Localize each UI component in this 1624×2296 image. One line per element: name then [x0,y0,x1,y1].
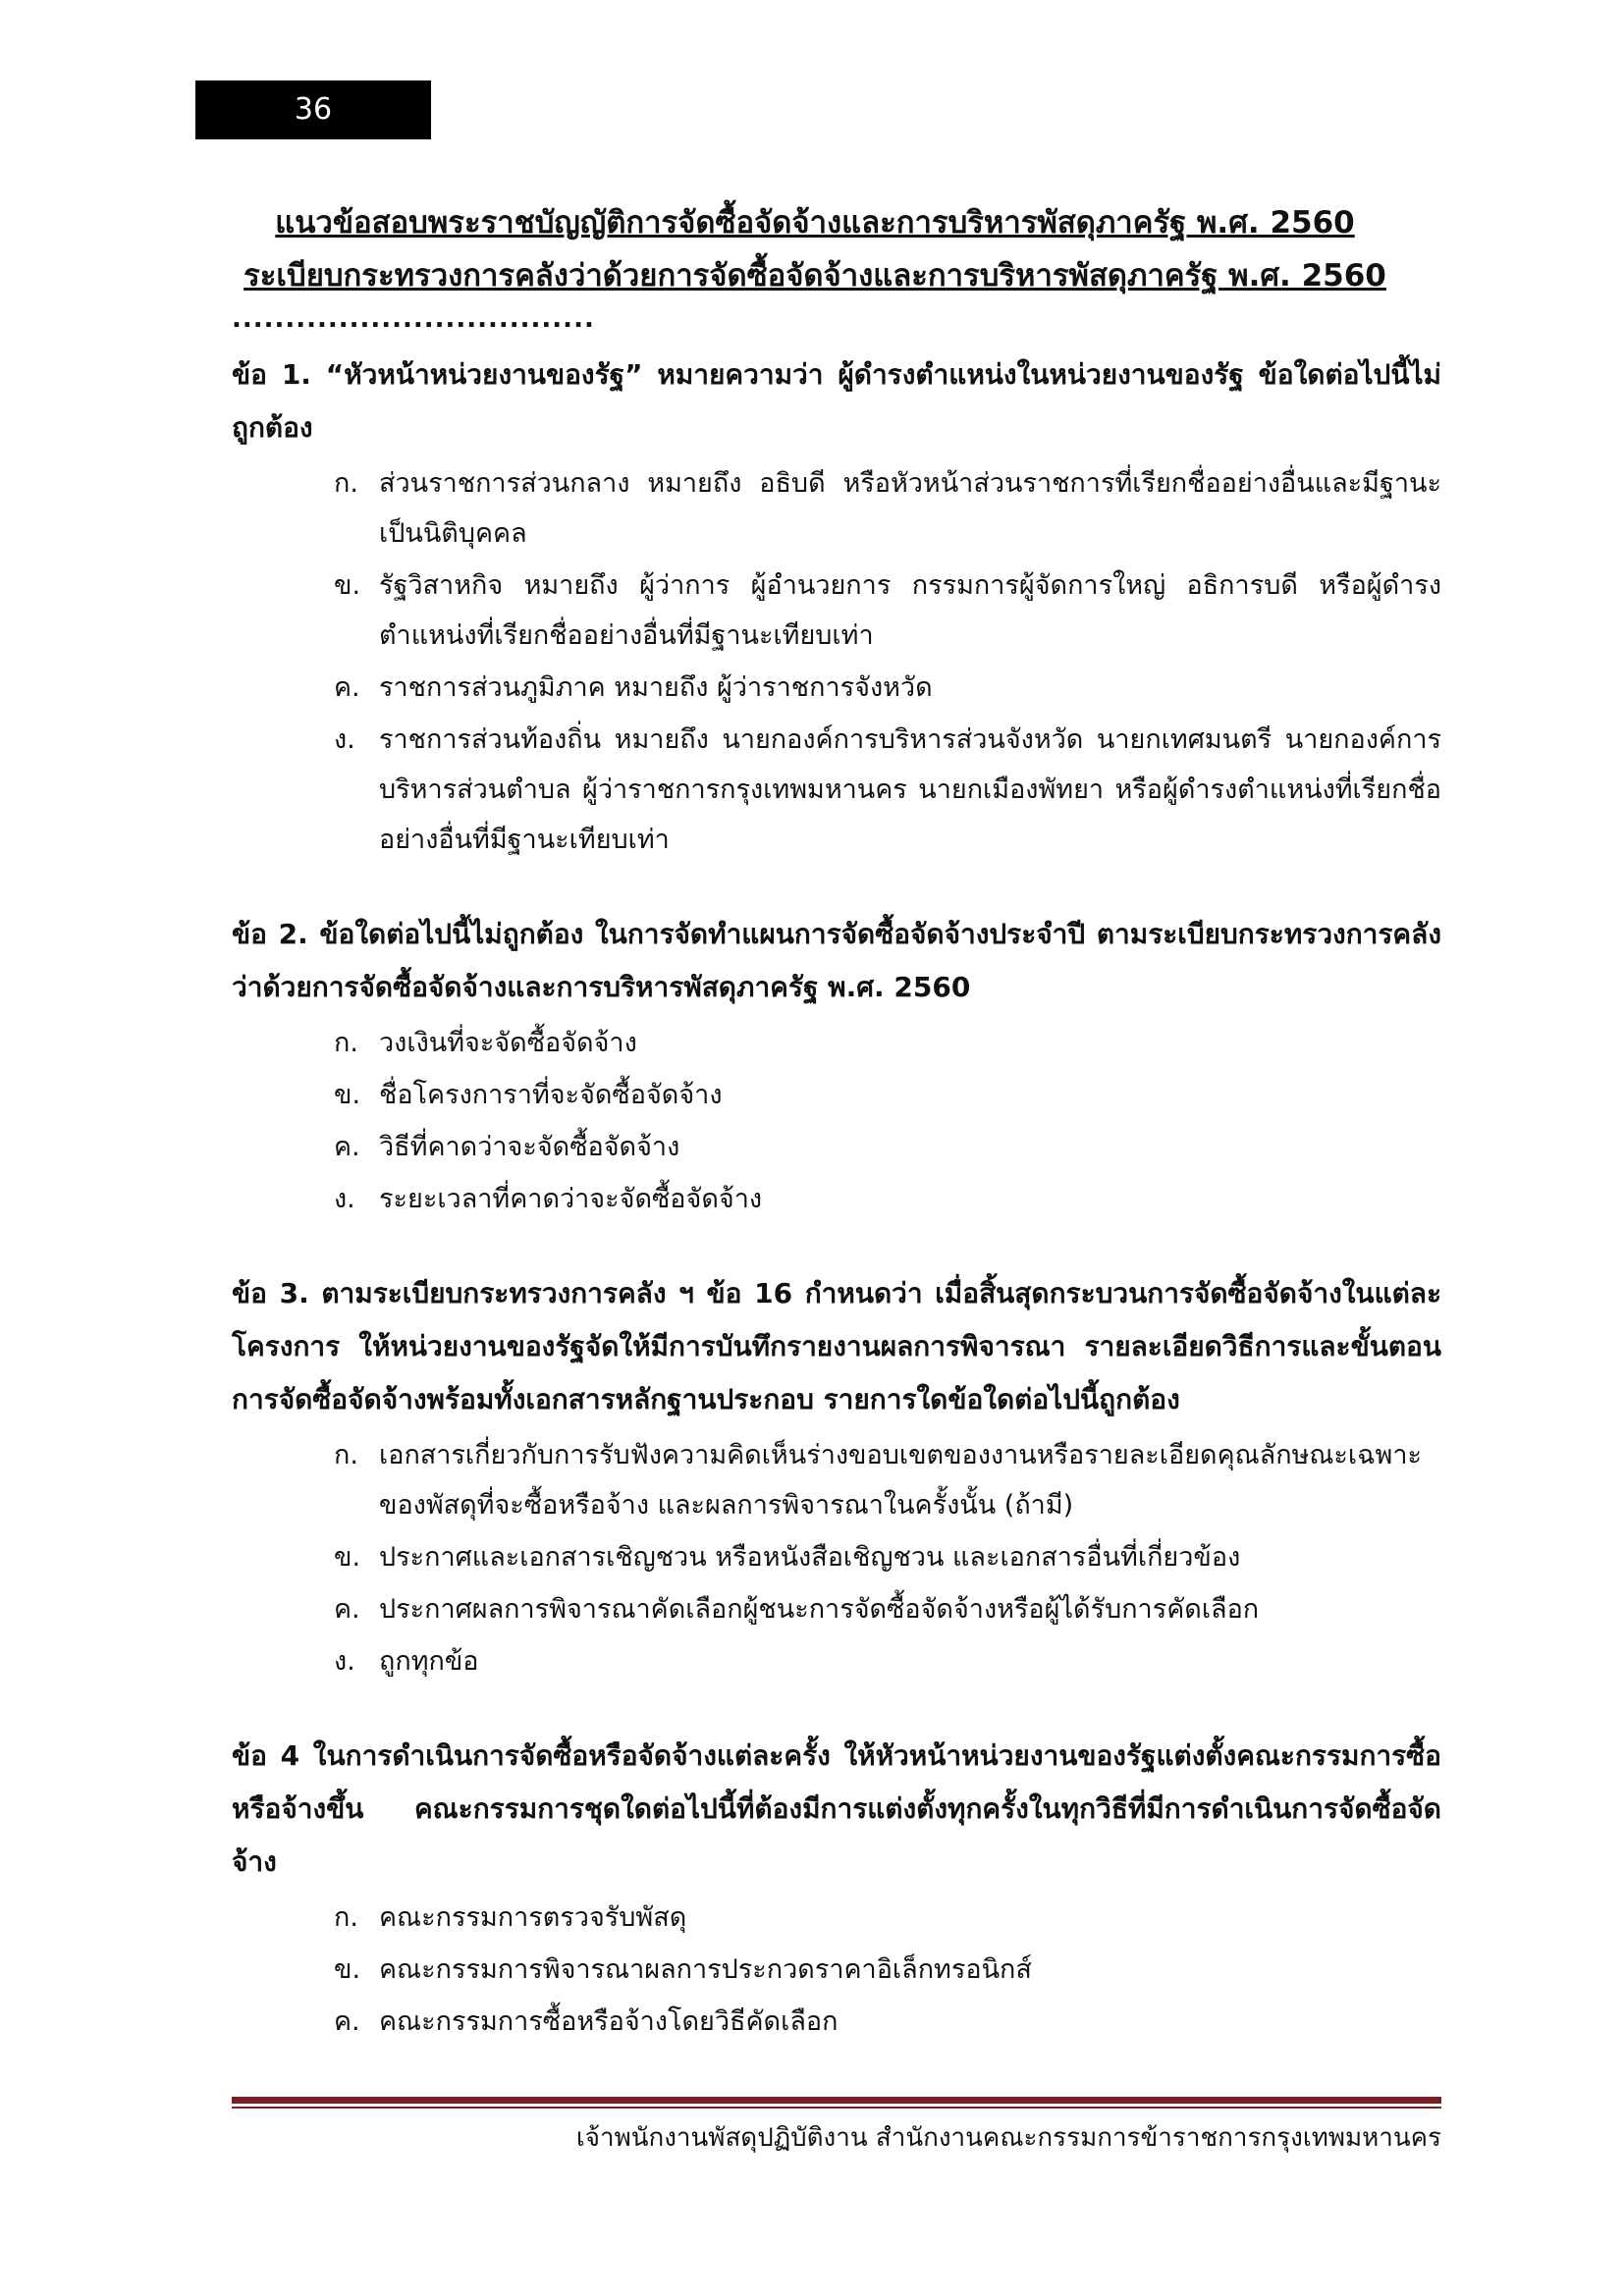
title-line-1: แนวข้อสอบพระราชบัญญัติการจัดซื้อจัดจ้างและการบริหารพัสดุภาครัฐ พ.ศ. 2560 [275,205,1355,240]
option-a [232,1018,1441,1068]
answer-options [232,1430,1441,1686]
option-text: ราชการส่วนท้องถิ่น หมายถึง นายกองค์การบริหารส่วนจังหวัด นายกเทศมนตรี นายกองค์การบริหารส่วนตำบล ผู้ว่าราชการกรุงเทพมหานคร นายกเมืองพัทยา หรือผู้ดำรงตำแหน่งที่เรียกชื่ออย่างอื่นที่มีฐานะเทียบเท่า [379,724,1441,855]
answer-options [232,1018,1441,1224]
option-key: ง. [334,724,355,755]
option-key: ค. [334,1594,360,1625]
option-a [232,1893,1441,1943]
question-text: ข้อ 2. ข้อใดต่อไปนี้ไม่ถูกต้อง ในการจัดทำแผนการจัดซื้อจัดจ้างประจำปี ตามระเบียบกระทรวงการคลังว่าด้วยการจัดซื้อจัดจ้างและการบริหารพัสดุภาครัฐ พ.ศ. 2560 [232,918,1441,1003]
option-key: ก. [334,1902,358,1933]
option-text: ถูกทุกข้อ [379,1646,479,1677]
option-b [232,1070,1441,1120]
option-c [232,1122,1441,1172]
option-c [232,663,1441,713]
question-2 [232,908,1441,1224]
option-key: ง. [334,1184,355,1214]
option-text: วิธีที่คาดว่าจะจัดซื้อจัดจ้าง [379,1132,680,1162]
option-b [232,561,1441,661]
option-text: ราชการส่วนภูมิภาค หมายถึง ผู้ว่าราชการจังหวัด [379,672,933,703]
footer-text: เจ้าพนักงานพัสดุปฏิบัติงาน สำนักงานคณะกรรมการข้าราชการกรุงเทพมหานคร [575,2123,1441,2153]
option-key: ข. [334,1954,361,1985]
option-d [232,715,1441,865]
question-text: ข้อ 1. “หัวหน้าหน่วยงานของรัฐ” หมายความว่า ผู้ดำรงตำแหน่งในหน่วยงานของรัฐ ข้อใดต่อไปนี้ไม่ถูกต้อง [232,358,1441,444]
option-text: ส่วนราชการส่วนกลาง หมายถึง อธิบดี หรือหัวหน้าส่วนราชการที่เรียกชื่ออย่างอื่นและมีฐานะเป็นนิติบุคคล [379,468,1441,549]
footer-rule-thick [232,2097,1441,2104]
option-b [232,1945,1441,1995]
option-key: ข. [334,570,361,601]
option-key: ก. [334,1028,358,1058]
option-b [232,1532,1441,1582]
question-4 [232,1730,1441,2047]
option-c [232,1997,1441,2047]
option-key: ก. [334,468,358,499]
page-number: 36 [294,92,333,127]
option-text: วงเงินที่จะจัดซื้อจัดจ้าง [379,1028,637,1058]
question-list [232,348,1441,2090]
title-line-2: ระเบียบกระทรวงการคลังว่าด้วยการจัดซื้อจัดจ้างและการบริหารพัสดุภาครัฐ พ.ศ. 2560 [244,258,1386,294]
document-title [226,196,1404,302]
option-d [232,1636,1441,1686]
option-text: รัฐวิสาหกิจ หมายถึง ผู้ว่าการ ผู้อำนวยการ กรรมการผู้จัดการใหญ่ อธิการบดี หรือผู้ดำรงตำแหน่งที่เรียกชื่ออย่างอื่นที่มีฐานะเทียบเท่า [379,570,1441,651]
page-number-box [195,80,431,139]
option-d [232,1174,1441,1224]
footer-rule-thin [232,2107,1441,2109]
option-text: ประกาศและเอกสารเชิญชวน หรือหนังสือเชิญชวน และเอกสารอื่นที่เกี่ยวข้อง [379,1542,1241,1573]
question-1 [232,348,1441,865]
dotted-separator: .................................. [232,304,595,334]
option-key: ค. [334,2006,360,2037]
option-a [232,1430,1441,1530]
option-text: ระยะเวลาที่คาดว่าจะจัดซื้อจัดจ้าง [379,1184,763,1214]
question-3 [232,1267,1441,1686]
option-key: ง. [334,1646,355,1677]
option-c [232,1584,1441,1634]
option-text: คณะกรรมการตรวจรับพัสดุ [379,1902,687,1933]
question-text: ข้อ 4 ในการดำเนินการจัดซื้อหรือจัดจ้างแต่ละครั้ง ให้หัวหน้าหน่วยงานของรัฐแต่งตั้งคณะกรรมการซื้อหรือจ้างขึ้น คณะกรรมการชุดใดต่อไปนี้ที่ต้องมีการแต่งตั้งทุกครั้งในทุกวิธีที่มีการดำเนินการจัดซื้อจัดจ้าง [232,1739,1441,1878]
footer-divider [232,2097,1441,2109]
option-a [232,458,1441,559]
option-key: ข. [334,1080,361,1110]
answer-options [232,458,1441,865]
option-key: ข. [334,1542,361,1573]
option-key: ก. [334,1440,358,1470]
option-text: คณะกรรมการพิจารณาผลการประกวดราคาอิเล็กทรอนิกส์ [379,1954,1032,1985]
option-text: ประกาศผลการพิจารณาคัดเลือกผู้ชนะการจัดซื้อจัดจ้างหรือผู้ได้รับการคัดเลือก [379,1594,1260,1625]
question-text: ข้อ 3. ตามระเบียบกระทรวงการคลัง ฯ ข้อ 16 กำหนดว่า เมื่อสิ้นสุดกระบวนการจัดซื้อจัดจ้างในแต่ละโครงการ ให้หน่วยงานของรัฐจัดให้มีการบันทึกรายงานผลการพิจารณา รายละเอียดวิธีการและขั้นตอนการจัดซื้อจัดจ้างพร้อมทั้งเอกสารหลักฐานประกอบ รายการใดข้อใดต่อไปนี้ถูกต้อง [232,1277,1441,1415]
option-text: เอกสารเกี่ยวกับการรับฟังความคิดเห็นร่างขอบเขตของงานหรือรายละเอียดคุณลักษณะเฉพาะของพัสดุที่จะซื้อหรือจ้าง และผลการพิจารณาในครั้งนั้น (ถ้ามี) [379,1440,1423,1521]
option-key: ค. [334,672,360,703]
answer-options [232,1893,1441,2047]
option-text: ชื่อโครงการาที่จะจัดซื้อจัดจ้าง [379,1080,723,1110]
option-text: คณะกรรมการซื้อหรือจ้างโดยวิธีคัดเลือก [379,2006,839,2037]
option-key: ค. [334,1132,360,1162]
